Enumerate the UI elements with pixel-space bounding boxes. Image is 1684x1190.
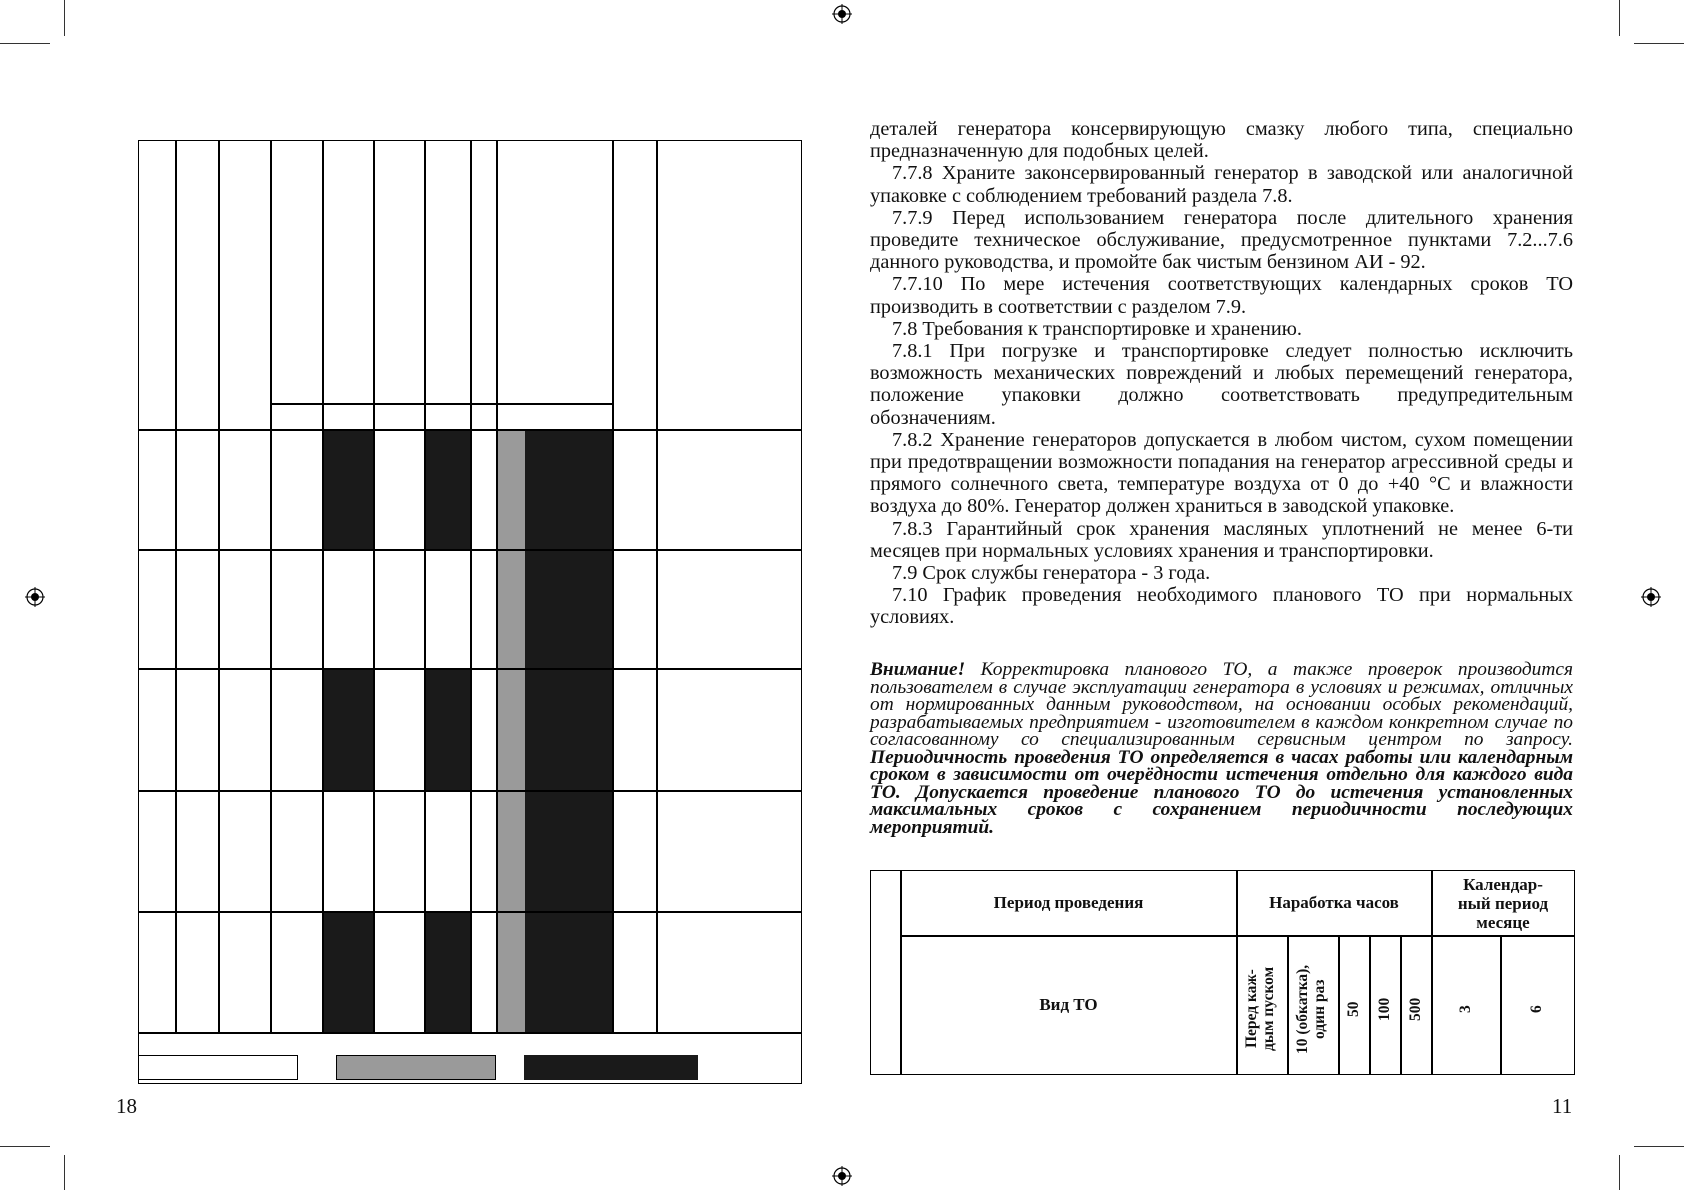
grid-cell-black [424,429,470,549]
crop-mark [0,43,50,44]
grid-vline [322,141,324,1032]
hours-header: Наработка часов [1269,893,1399,912]
page-number-left: 18 [116,1094,137,1118]
grid-cell-black [525,911,612,1032]
grid-cell-black [322,911,373,1032]
grid-vline [175,141,177,1032]
paragraph: 7.7.10 По мере истечения соответствующих календарных сроков ТО производить в соответствии с разделом 7.9. [870,273,1573,318]
warning-text: Корректировка планового ТО, а также проверок производится пользователем в случае эксплуатации генератора в условиях и режимах, отличных от нормированных данным руководством, на основании особых рекомендаций, разрабатываемых предприятием - изготовителем в каждом конкретном случае по согласованному со специализированным сервисным центром по запросу. [870,659,1573,750]
period-header: Период проведения [993,893,1144,912]
grid-vline [612,141,614,1032]
grid-hline [139,668,802,670]
paragraph: 7.8.2 Хранение генераторов допускается в любом чистом, сухом помещении при предотвращении возможности попадания на генератор агрессивной среды и прямого солнечного света, температуре воздуха от 0 до +40 °С и влажности воздуха до 80%. Генератор должен храниться в заводской упаковке. [870,428,1573,518]
paragraph: 7.8 Требования к транспортировке и хранению. [892,317,1302,340]
paragraph: 7.7.9 Перед использованием генератора после длительного хранения проведите техническое обслуживание, предусмотренное пунктами 7.2...7.6 данного руководства, и промойте бак чистым бензином АИ - 92. [870,206,1573,274]
grid-vline [470,141,472,1032]
grid-cell-black [525,790,612,911]
grid-vline [218,141,220,1032]
paragraph: 7.7.8 Храните законсервированный генератор в заводской или аналогичной упаковке с соблюдением требований раздела 7.8. [870,162,1573,207]
grid-cell-gray [496,549,525,668]
hours-col-before-start: Перед каж- дым пуском [1243,966,1277,1052]
maintenance-schedule-grid [138,140,802,1084]
calendar-header: Календар- ный период месяце [1457,875,1549,932]
crop-mark [1634,43,1684,44]
grid-vline [424,141,426,1032]
grid-hline [139,429,802,431]
crop-mark [1619,1155,1620,1190]
legend-black-box [524,1055,698,1080]
paragraph: 7.10 График проведения необходимого планового ТО при нормальных условиях. [870,584,1573,629]
grid-hline [139,911,802,913]
grid-cell-black [322,429,373,549]
body-text [870,118,1573,629]
paragraph: 7.8.3 Гарантийный срок хранения масляных уплотнений не менее 6-ти месяцев при нормальных условиях хранения и транспортировки. [870,517,1573,562]
row-header: Вид ТО [1039,995,1098,1014]
paragraph: 7.8.1 При погрузке и транспортировке следует полностью исключить возможность механических повреждений и любых перемещений генератора, положение упаковки должно соответствовать предупредительным обозначениям. [870,340,1573,429]
grid-cell-black [525,668,612,790]
crop-mark [1634,1146,1684,1147]
grid-cell-gray [496,911,525,1032]
grid-cell-black [322,668,373,790]
crop-mark [64,1155,65,1190]
to-schedule-table [870,870,1575,1075]
registration-mark-icon [25,587,45,607]
crop-mark [1619,0,1620,36]
grid-hline [139,1032,802,1034]
warning-bold-text: Периодичность проведения ТО определяется в часах работы или календарным сроком в зависимости от очерёдности истечения отдельно для каждого вида ТО. Допускается проведение планового ТО до истечения установленных максимальных сроков с сохранением периодичности последующих мероприятий. [870,746,1573,838]
paragraph: деталей генератора консервирующую смазку любого типа, специально предназначенную для подобных целей. [870,118,1573,163]
grid-cell-black [525,429,612,549]
grid-cell-black [424,911,470,1032]
crop-mark [0,1146,50,1147]
hours-col-500: 500 [1407,997,1424,1021]
grid-vline [373,141,375,1032]
grid-header-subline [270,403,612,405]
hours-col-run-in: 10 (обкатка), один раз [1294,964,1328,1054]
grid-vline [270,141,272,1032]
grid-hline [139,790,802,792]
page-number-right: 11 [1552,1094,1573,1118]
legend-white-box [138,1055,298,1080]
grid-cell-black [525,549,612,668]
grid-vline [656,141,658,1032]
grid-hline [139,549,802,551]
grid-cell-gray [496,668,525,790]
grid-cell-black [424,668,470,790]
crop-mark [64,0,65,36]
warning-note [870,661,1573,836]
calendar-col-3: 3 [1457,1005,1474,1013]
registration-mark-icon [1641,587,1661,607]
grid-vline [496,141,498,1032]
warning-label: Внимание! [870,659,966,680]
paragraph: 7.9 Срок службы генератора - 3 года. [892,562,1211,585]
registration-mark-icon [832,4,852,24]
grid-cell-gray [496,790,525,911]
legend-gray-box [336,1055,496,1080]
hours-col-50: 50 [1345,1001,1362,1017]
registration-mark-icon [832,1166,852,1186]
hours-col-100: 100 [1376,997,1393,1021]
grid-cell-gray [496,429,525,549]
calendar-col-6: 6 [1528,1005,1545,1013]
